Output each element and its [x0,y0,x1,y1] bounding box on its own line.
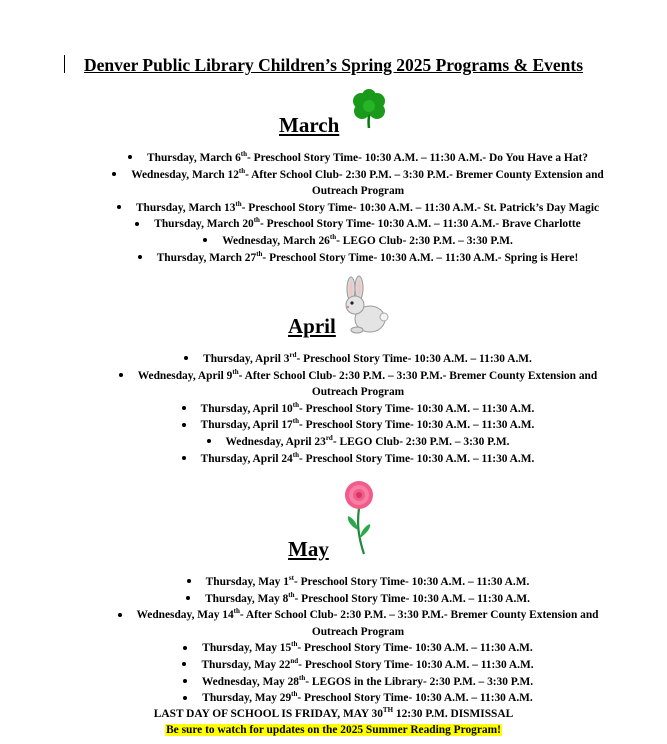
event-date-suffix: th [240,150,248,159]
event-date-suffix: th [292,400,299,409]
event-date-suffix: th [253,216,260,225]
bullet-icon [207,439,211,443]
event-date: Thursday, May 8 [205,592,289,605]
bullet-icon [117,205,121,209]
event-item [100,200,616,217]
event-details: - After School Club- 2:30 P.M. – 3:30 P.M.- Bremer County Extension and Outreach Program [238,369,598,399]
event-details: - LEGO Club- 2:30 P.M. – 3:30 P.M. [332,435,510,448]
event-date-suffix: th [256,249,263,258]
bullet-icon [183,696,187,700]
bullet-icon [203,238,207,242]
event-date: Thursday, March 13 [135,201,236,214]
page-title: Denver Public Library Children’s Spring 2025 Programs & Events [83,55,584,75]
event-details: - After School Club- 2:30 P.M. – 3:30 P.M.- Bremer County Extension and Outreach Program [239,609,599,638]
event-date: Thursday, May 29 [202,692,292,705]
event-date: Thursday, May 1 [205,576,289,588]
last-day-text: LAST DAY OF SCHOOL IS FRIDAY, MAY 30 [153,708,383,720]
dismissal-text: 12:30 P.M. DISMISSAL [393,708,514,720]
event-details: - Preschool Story Time- 10:30 A.M. – 11:30 A.M.- Brave Charlotte [259,218,581,231]
month-heading-may: May [288,537,329,561]
event-details: - Preschool Story Time- 10:30 A.M. – 11:30 A.M. [293,576,530,588]
event-item [100,607,616,640]
march-event-list [100,150,616,266]
event-date-suffix: th [291,690,298,699]
event-item [100,451,616,468]
summer-reading-text: Be sure to watch for updates on the 2025 Summer Reading Program! [166,724,501,736]
event-details: - LEGO Club- 2:30 P.M. – 3:30 P.M. [336,234,513,247]
last-day-suffix: TH [382,706,394,715]
event-details: - Preschool Story Time- 10:30 A.M. – 11:30 A.M.- Do You Have a Hat? [247,152,588,164]
event-date-suffix: nd [290,657,299,666]
bullet-icon [182,423,186,427]
event-date: Wednesday, March 12 [131,168,239,181]
event-item [100,150,616,167]
event-date: Wednesday, May 28 [201,675,299,688]
bullet-icon [182,456,186,460]
bullet-icon [187,579,191,583]
event-details: - Preschool Story Time- 10:30 A.M. – 11:30 A.M. [298,402,535,415]
event-item [100,591,616,608]
event-date-suffix: st [288,574,294,583]
event-date-suffix: th [329,233,337,242]
bullet-icon [118,613,122,617]
event-date: Thursday, April 24 [200,452,293,465]
event-date-suffix: th [292,417,299,426]
event-date: Thursday, April 10 [200,402,293,415]
event-item [100,434,616,451]
bullet-icon [138,255,142,259]
event-item [100,657,616,674]
event-item [100,417,616,434]
bullet-icon [128,155,132,159]
event-item [100,401,616,418]
bunny-icon [337,275,389,335]
bullet-icon [184,356,188,360]
flower-icon [340,478,378,558]
event-date: Thursday, April 3 [203,353,290,365]
event-details: - Preschool Story Time- 10:30 A.M. – 11:30 A.M. [297,692,533,705]
event-date: Thursday, March 27 [156,251,257,264]
event-date: Wednesday, May 14 [136,609,234,622]
event-date: Wednesday, April 9 [137,369,233,382]
bullet-icon [183,679,187,683]
event-date: Thursday, April 17 [200,419,293,432]
month-heading-april: April [288,314,336,338]
event-item [100,351,616,368]
event-details: - LEGOS in the Library- 2:30 P.M. – 3:30 P.M. [305,675,534,688]
event-date: Thursday, March 20 [154,218,254,231]
event-date-suffix: th [235,199,242,208]
summer-reading-notice [0,724,667,736]
event-date: Thursday, May 15 [202,642,292,655]
event-item [100,674,616,691]
event-item [100,640,616,657]
event-details: - After School Club- 2:30 P.M. – 3:30 P.M.- Bremer County Extension and Outreach Program [245,168,604,198]
bullet-icon [119,373,123,377]
bullet-icon [112,172,116,176]
event-date: Thursday, March 6 [147,152,241,164]
event-date-suffix: rd [325,434,333,443]
month-heading-march: March [279,113,340,137]
event-details: - Preschool Story Time- 10:30 A.M. – 11:30 A.M. [298,658,534,671]
bullet-icon [182,662,186,666]
event-details: - Preschool Story Time- 10:30 A.M. – 11:30 A.M. [296,353,532,365]
event-date-suffix: rd [289,351,297,360]
may-event-list [100,574,616,707]
bullet-icon [135,222,139,226]
event-date-suffix: th [238,166,246,175]
event-date-suffix: th [233,607,240,616]
event-details: - Preschool Story Time- 10:30 A.M. – 11:30 A.M.- Spring is Here! [262,251,579,264]
april-event-list [100,351,616,467]
event-item [100,690,616,707]
bullet-icon [183,646,187,650]
event-date-suffix: th [291,640,298,649]
event-date-suffix: th [292,450,299,459]
event-details: - Preschool Story Time- 10:30 A.M. – 11:30 A.M.- St. Patrick’s Day Magic [241,201,600,214]
shamrock-icon [347,88,391,132]
bullet-icon [182,406,186,410]
event-date: Wednesday, April 23 [225,435,326,448]
event-date-suffix: th [299,673,306,682]
event-item [100,368,616,401]
event-item [100,574,616,591]
event-item [100,233,616,250]
event-details: - Preschool Story Time- 10:30 A.M. – 11:30 A.M. [294,592,530,605]
event-item [100,167,616,200]
event-date-suffix: th [288,590,295,599]
event-date: Thursday, May 22 [201,658,291,671]
last-day-notice [0,708,667,720]
event-details: - Preschool Story Time- 10:30 A.M. – 11:30 A.M. [297,642,533,655]
bullet-icon [186,596,190,600]
event-details: - Preschool Story Time- 10:30 A.M. – 11:30 A.M. [298,452,535,465]
event-date-suffix: th [232,367,239,376]
event-date: Wednesday, March 26 [222,234,330,247]
event-item [100,250,616,267]
event-details: - Preschool Story Time- 10:30 A.M. – 11:30 A.M. [298,419,535,432]
event-item [100,216,616,233]
